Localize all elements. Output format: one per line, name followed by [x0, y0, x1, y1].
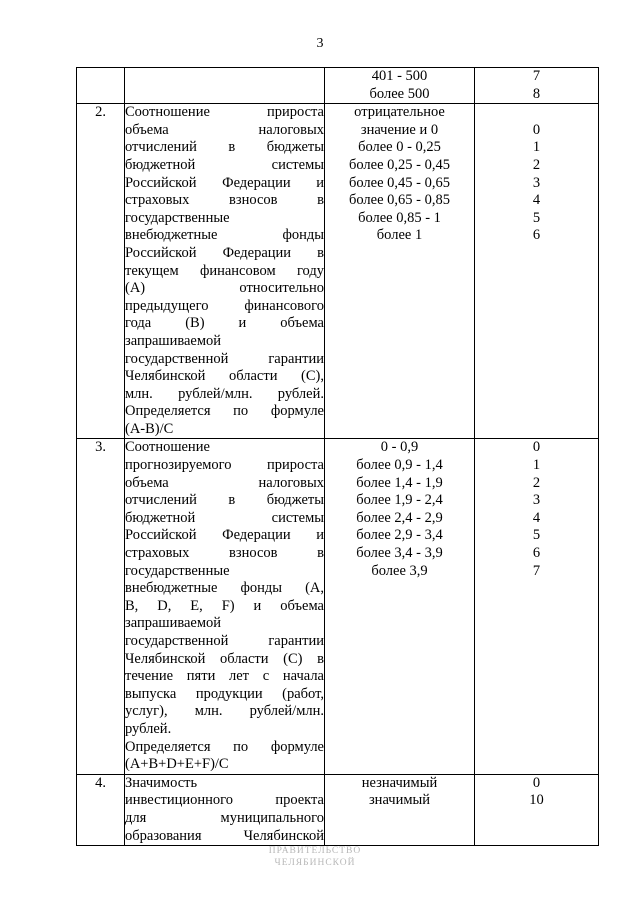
description-line: государственной гарантии	[125, 350, 324, 367]
description-line: прогнозируемого прироста	[125, 457, 324, 474]
value-range: незначимый	[361, 774, 438, 791]
table-row	[77, 439, 599, 774]
value-range-cell	[325, 104, 475, 439]
score-value: 2	[532, 156, 541, 173]
table-row	[77, 774, 599, 845]
description-line: Соотношение прироста	[125, 104, 324, 121]
description-line: Челябинской области (С),	[125, 368, 324, 385]
description-line: запрашиваемой	[125, 332, 222, 349]
value-range: более 0,65 - 0,85	[349, 192, 450, 209]
criterion-description	[125, 439, 325, 774]
stamp-line-1: ПРАВИТЕЛЬСТВО	[268, 846, 362, 856]
value-range: более 0,25 - 0,45	[349, 156, 450, 173]
score-value: 2	[532, 474, 541, 491]
description-line: Российской Федерации и	[125, 174, 324, 191]
description-line: внебюджетные фонды (А,	[125, 580, 324, 597]
description-line: (A+B+D+E+F)/C	[125, 756, 229, 773]
criteria-table	[76, 67, 599, 846]
criterion-description	[125, 68, 325, 104]
value-range: более 2,4 - 2,9	[356, 509, 443, 526]
description-line: текущем финансовом году	[125, 262, 324, 279]
value-range: значимый	[368, 792, 431, 809]
table-row	[77, 68, 599, 104]
description-line: выпуска продукции (работ,	[125, 685, 324, 702]
value-range: более 500	[369, 85, 430, 102]
description-line: объема налоговых	[125, 121, 324, 138]
row-number: 4.	[77, 774, 125, 845]
description-line: бюджетной системы	[125, 509, 324, 526]
row-number	[77, 68, 125, 104]
score-value: 8	[532, 85, 541, 102]
description-line: рублей.	[125, 720, 172, 737]
value-range-cell	[325, 774, 475, 845]
description-line: бюджетной системы	[125, 156, 324, 173]
description-line: Определяется по формуле	[125, 403, 324, 420]
score-value: 5	[532, 527, 541, 544]
stamp-line-2: ЧЕЛЯБИНСКОЙ	[274, 858, 356, 868]
score-value: 1	[532, 139, 541, 156]
description-line: Российской Федерации в	[125, 244, 324, 261]
score-value: 6	[532, 227, 541, 244]
value-range: более 1	[376, 227, 423, 244]
page-number: 3	[316, 36, 324, 51]
description-line: течение пяти лет с начала	[125, 668, 324, 685]
score-value: 4	[532, 509, 541, 526]
description-line: предыдущего финансового	[125, 297, 324, 314]
description-line: государственные	[125, 209, 230, 226]
score-value: 0	[532, 439, 541, 456]
value-range: более 3,9	[371, 562, 428, 579]
score-value: 4	[532, 192, 541, 209]
criterion-description	[125, 104, 325, 439]
description-line: (А-В)/С	[125, 420, 174, 437]
description-line: образования Челябинской	[125, 827, 324, 844]
value-range: более 3,4 - 3,9	[356, 545, 443, 562]
description-line: Значимость	[125, 774, 198, 791]
description-line: страховых взносов в	[125, 545, 324, 562]
score-value: 10	[529, 792, 544, 809]
description-line: года (В) и объема	[125, 315, 324, 332]
score-value: 7	[532, 68, 541, 84]
description-line: объема налоговых	[125, 474, 324, 491]
score-value: 6	[532, 545, 541, 562]
score-cell	[475, 68, 599, 104]
row-number: 3.	[77, 439, 125, 774]
row-number: 2.	[77, 104, 125, 439]
description-line: Соотношение	[125, 439, 210, 456]
score-value: 5	[532, 209, 541, 226]
value-range: более 1,9 - 2,4	[356, 492, 443, 509]
description-line: отчислений в бюджеты	[125, 492, 324, 509]
criterion-description	[125, 774, 325, 845]
score-value: 7	[532, 562, 541, 579]
description-line: для муниципального	[125, 809, 324, 826]
description-line: страховых взносов в	[125, 192, 324, 209]
description-line: отчислений в бюджеты	[125, 139, 324, 156]
description-line: Определяется по формуле	[125, 738, 324, 755]
score-cell	[475, 439, 599, 774]
value-range: более 0,45 - 0,65	[349, 174, 450, 191]
value-range: 0 - 0,9	[380, 439, 419, 456]
score-value: 1	[532, 457, 541, 474]
value-range-cell	[325, 68, 475, 104]
score-value	[475, 104, 598, 122]
value-range: более 0 - 0,25	[358, 139, 441, 156]
score-cell	[475, 104, 599, 439]
description-line: Российской Федерации и	[125, 527, 324, 544]
description-line: В, D, Е, F) и объема	[125, 597, 324, 614]
description-line: млн. рублей/млн. рублей.	[125, 385, 324, 402]
description-line: государственной гарантии	[125, 633, 324, 649]
value-range: более 0,85 - 1	[358, 209, 441, 226]
description-line: услуг), млн. рублей/млн.	[125, 703, 324, 720]
score-value: 0	[532, 121, 541, 138]
score-value: 3	[532, 174, 541, 191]
table-row	[77, 104, 599, 439]
score-cell	[475, 774, 599, 845]
description-line: инвестиционного проекта	[125, 792, 324, 809]
description-line: запрашиваемой	[125, 615, 222, 632]
description-line: государственные	[125, 562, 230, 579]
description-line: (А) относительно	[125, 280, 324, 297]
value-range: 401 - 500	[371, 68, 428, 84]
score-value: 0	[532, 774, 541, 791]
score-value: 3	[532, 492, 541, 509]
value-range: более 2,9 - 3,4	[356, 527, 443, 544]
value-range: отрицательное	[354, 104, 445, 121]
value-range-cell	[325, 439, 475, 774]
value-range: более 0,9 - 1,4	[356, 457, 443, 474]
description-line: внебюджетные фонды	[125, 227, 324, 244]
value-range: более 1,4 - 1,9	[356, 474, 443, 491]
value-range: значение и 0	[360, 121, 439, 138]
description-line: Челябинской области (С) в	[125, 650, 324, 667]
